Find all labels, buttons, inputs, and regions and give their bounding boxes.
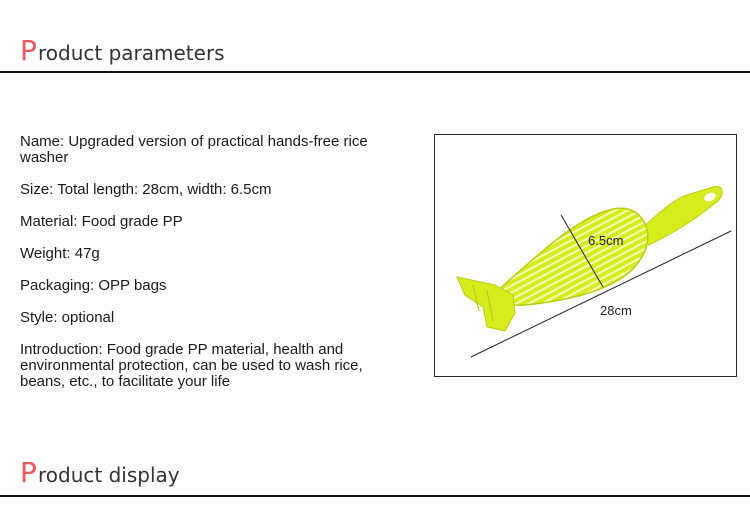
heading-text: roduct parameters (38, 41, 225, 65)
product-parameters-list (20, 134, 400, 406)
heading-text: roduct display (38, 463, 180, 487)
width-label: 6.5cm (588, 233, 624, 248)
param-weight: Weight: 47g (20, 245, 100, 262)
param-style: Style: optional (20, 309, 115, 326)
divider-top (0, 71, 750, 73)
heading-initial: P (20, 34, 37, 67)
param-introduction: Introduction: Food grade PP material, health and environmental protection, can be used to wash rice, beans, etc., to facilitate your life (20, 341, 363, 390)
divider-bottom (0, 495, 750, 497)
length-label: 28cm (600, 303, 632, 318)
washer-strainer (495, 208, 648, 305)
param-material: Material: Food grade PP (20, 213, 183, 230)
heading-initial: P (20, 456, 37, 489)
param-size: Size: Total length: 28cm, width: 6.5cm (20, 181, 272, 198)
rice-washer-illustration (435, 135, 738, 378)
param-name: Name: Upgraded version of practical hands-free rice washer (20, 133, 368, 166)
param-packaging: Packaging: OPP bags (20, 277, 167, 294)
product-dimension-figure (434, 134, 737, 377)
